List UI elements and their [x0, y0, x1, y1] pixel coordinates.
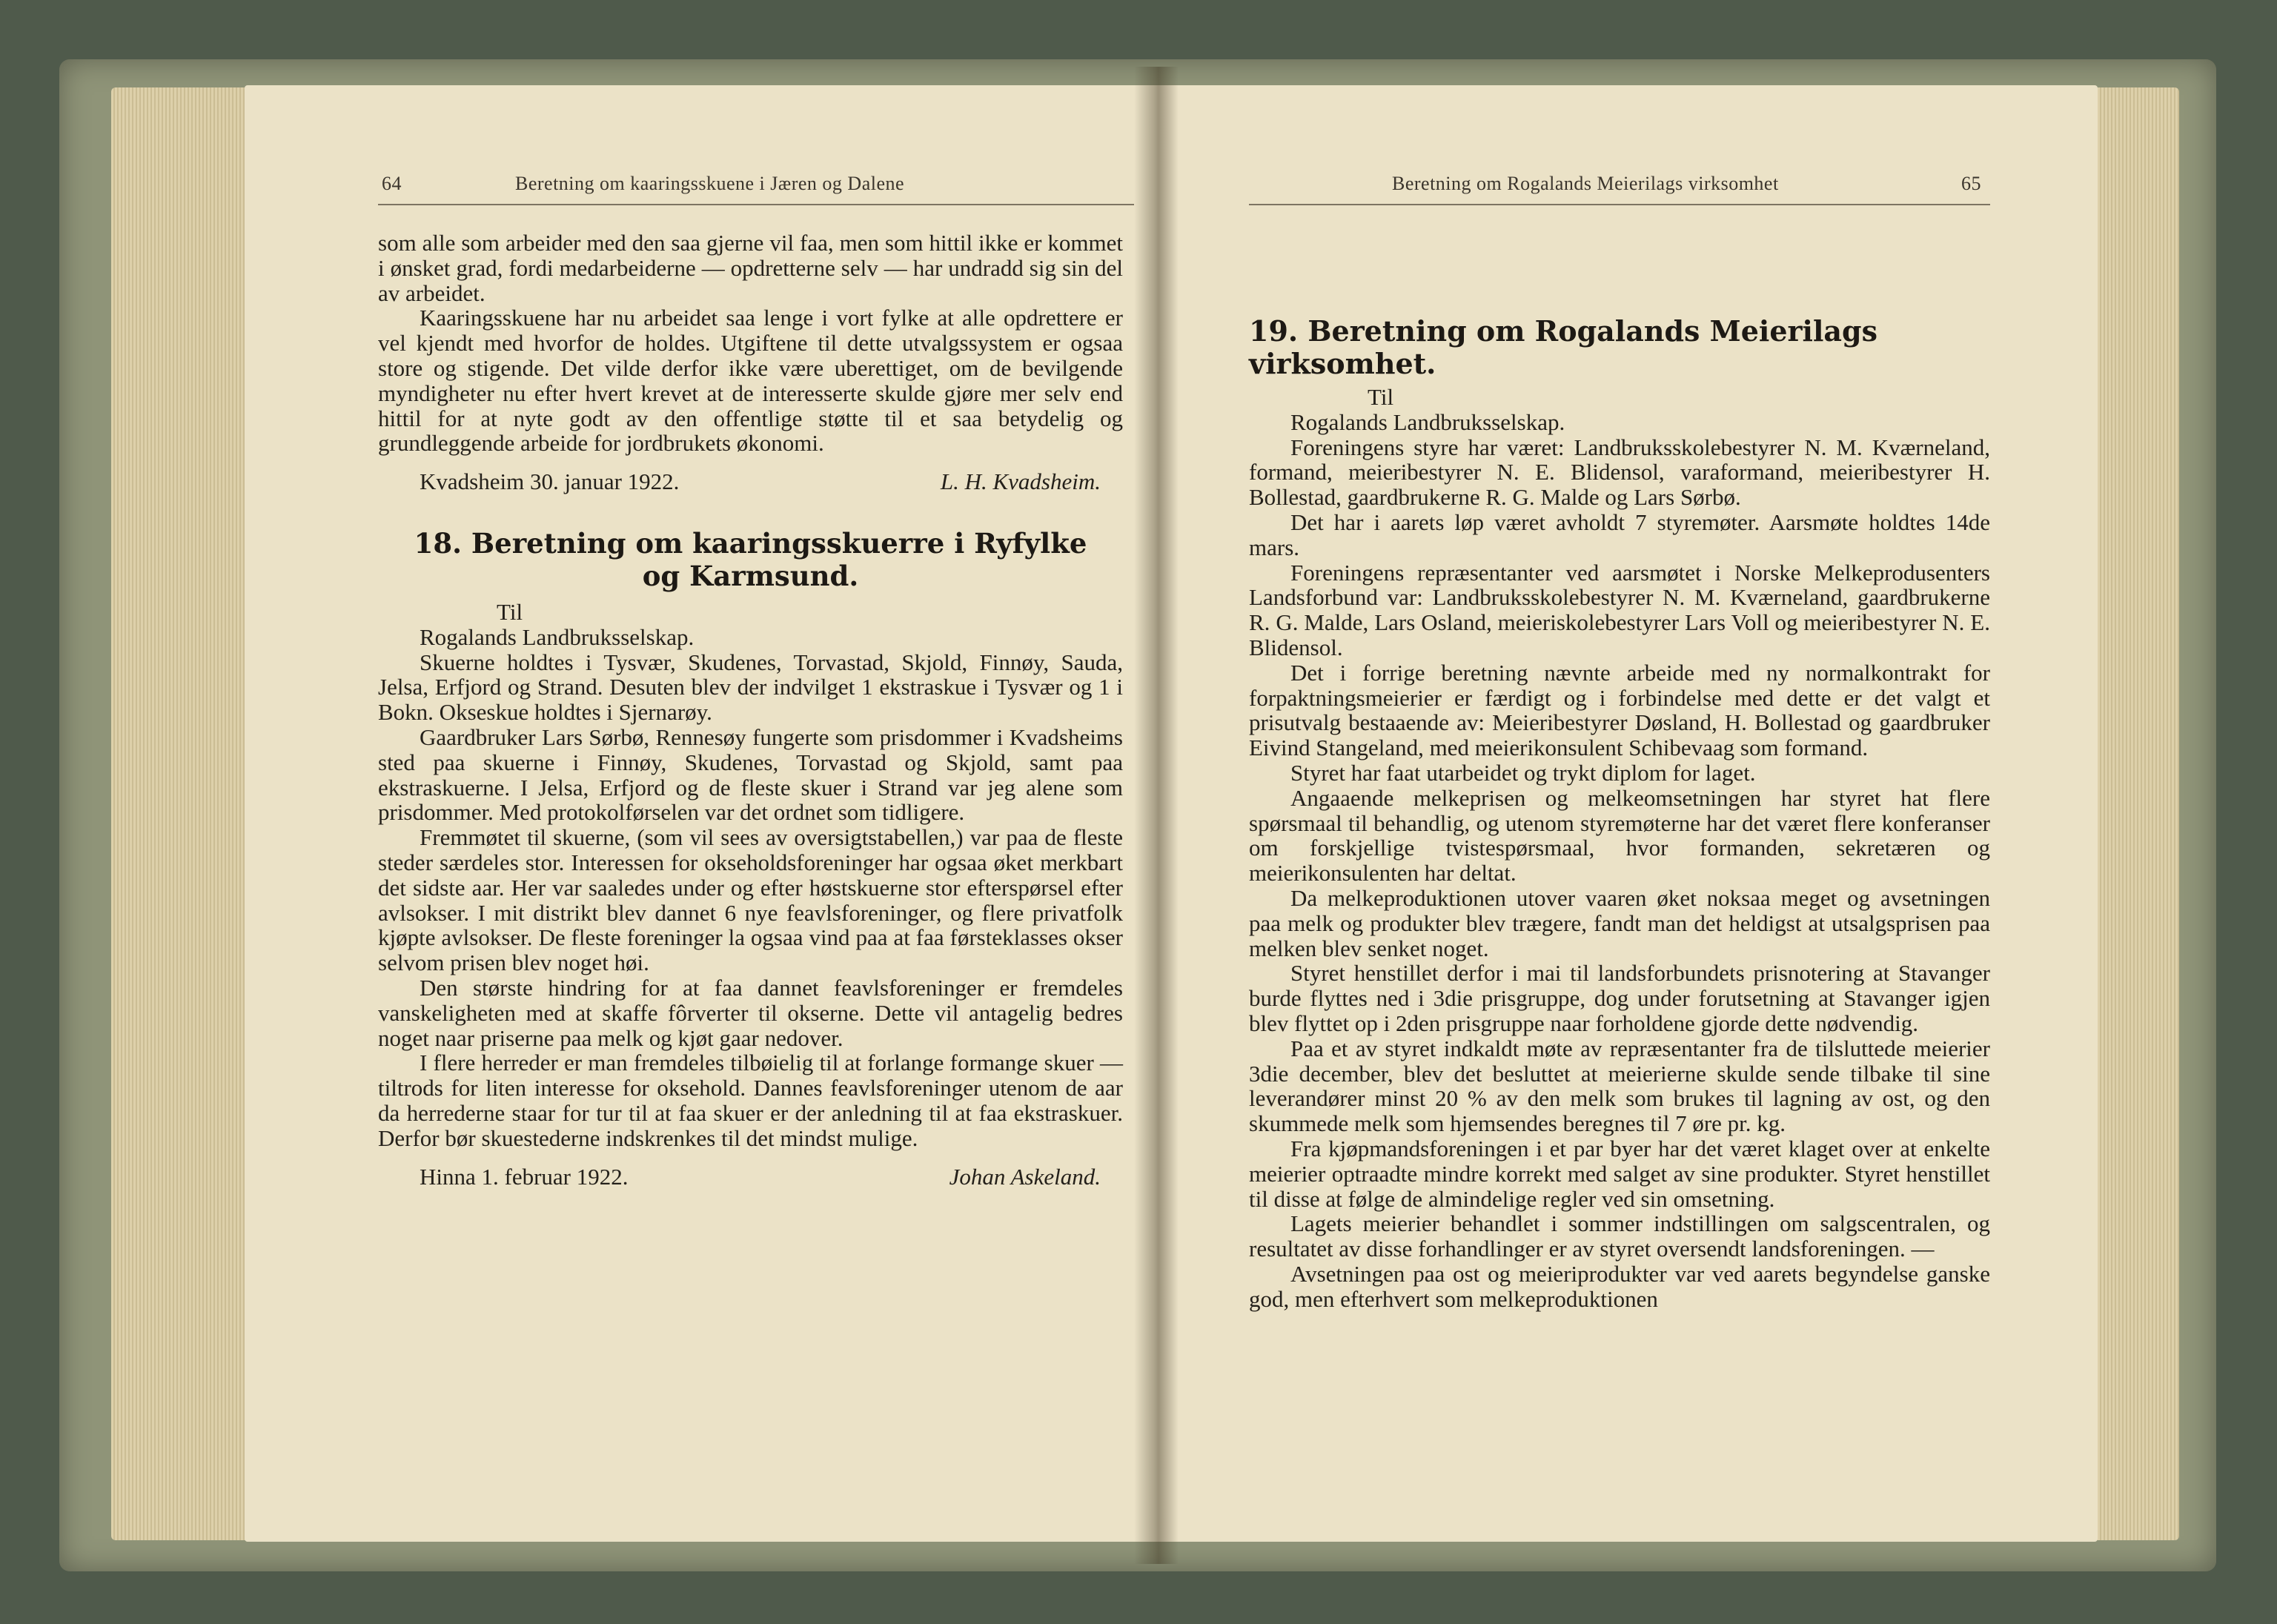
right-page-number: 65 [1961, 173, 1981, 194]
paragraph: Gaardbruker Lars Sørbø, Rennesøy fungerte som prisdommer i Kvadsheims sted paa skuerne i Finnøy, Skudenes, Torvastad og Skjold, samt paa ekstraskuerne. I Jelsa, Erfjord og de fleste skuer i Strand var jeg alene som prisdommer. Med protokolførselen var det ordnet som tidligere. [378, 723, 1123, 826]
right-page-body [1249, 315, 1990, 1311]
left-page-number: 64 [382, 173, 402, 194]
continuation-paragraph: som alle som arbeider med den saa gjerne vil faa, men som hittil ikke er kommet i ønsket grad, fordi medarbeiderne — opdretterne selv — har undradd sig sin del av arbeidet. [378, 230, 1123, 306]
book-gutter [1134, 67, 1179, 1564]
section-title-18 [378, 527, 1123, 592]
paragraph: Lagets meierier behandlet i sommer indstillingen om salgscentralen, og resultatet av disse forhandlinger er av styret oversendt landsforeningen. — [1249, 1210, 1990, 1262]
signature-author: Johan Askeland. [949, 1163, 1101, 1190]
paragraph: Det har i aarets løp været avholdt 7 styremøter. Aarsmøte holdtes 14de mars. [1249, 508, 1990, 560]
signature-author: L. H. Kvadsheim. [940, 468, 1101, 495]
paragraph: Det i forrige beretning nævnte arbeide med ny normalkontrakt for forpaktningsmeierier er færdigt og i forbindelse med dette er det valgt et prisutvalg bestaaende av: Meieribestyrer Døsland, H. Bollestad og gaardbruker Eivind Stangeland, med meierikonsulent Schibevaag som formand. [1249, 659, 1990, 761]
paragraph: Den største hindring for at faa dannet feavlsforeninger er fremdeles vanskeligheten med at skaffe fôrverter til okserne. Dette vil antagelig bedres noget naar priserne paa melk og kjøt gaar nedover. [378, 974, 1123, 1051]
paragraph: Foreningens styre har været: Landbruksskolebestyrer N. M. Kværneland, formand, meieribestyrer N. E. Blidensol, varaformand, meieribestyrer H. Bollestad, gaardbrukerne R. G. Malde og Lars Sørbø. [1249, 434, 1990, 511]
right-running-head: Beretning om Rogalands Meierilags virksomhet [1392, 173, 1779, 194]
section-title-19: 19. Beretning om Rogalands Meierilags virksomhet. [1249, 314, 1877, 380]
paragraph: Styret henstillet derfor i mai til landsforbundets prisnotering at Stavanger burde flyttes ned i 3die prisgruppe, dog under forutsetning at Stavanger igjen blev flyttet op i 2den prisgruppe naar forholdene gjorde dette nødvendig. [1249, 960, 1990, 1036]
section-title-line-1: 18. Beretning om kaaringsskuerre i Ryfylke [414, 526, 1087, 560]
paragraph: Fremmøtet til skuerne, (som vil sees av oversigtstabellen,) var paa de fleste steder særdeles stor. Interessen for okseholdsforeninger har ogsaa øket merkbart det sidste aar. Her var saaledes under og efter høstskuerne stor efterspørsel efter avlsokser. I mit distrikt blev dannet 6 nye feavlsforeninger, og flere privatfolk kjøpte avlsokser. De fleste foreninger la ogsaa vind paa at faa førsteklasses okser selvom prisen blev noget høi. [378, 824, 1123, 976]
paragraph: Kaaringsskuene har nu arbeidet saa lenge i vort fylke at alle opdrettere er vel kjendt med hvorfor de holdes. Utgiftene til dette utvalgssystem er ogsaa store og stigende. Det vilde derfor ikke være uberettiget, om de bevilgende myndigheter nu efter hvert krevet at de interesserte skulde gjøre mer selv end hittil for at nyte godt av den offentlige støtte til et saa betydelig og grundleggende arbeide for jordbrukets økonomi. [378, 305, 1123, 457]
section-title-line-2: og Karmsund. [642, 559, 859, 592]
paragraph: Angaaende melkeprisen og melkeomsetningen har styret hat flere spørsmaal til behandlig, og utenom styremøterne har det været flere konferanser om forskjellige tvistespørsmaal, hvor formanden, sekretæren og meierikonsulenten har deltat. [1249, 784, 1990, 886]
paragraph: Fra kjøpmandsforeningen i et par byer har det været klaget over at enkelte meierier optraadte mindre korrekt med salget av sine produkter. Styret henstillet til disse at følge de almindelige regler ved sin omsetning. [1249, 1135, 1990, 1212]
paragraph: Skuerne holdtes i Tysvær, Skudenes, Torvastad, Skjold, Finnøy, Sauda, Jelsa, Erfjord og Strand. Desuten blev der indvilget 1 ekstraskue i Tysvær og 1 i Bokn. Okseskue holdtes i Sjernarøy. [378, 649, 1123, 726]
left-header-rule [378, 204, 1134, 205]
paragraph: I flere herreder er man fremdeles tilbøielig til at forlange formange skuer — tiltrods for liten interesse for oksehold. Dannes feavlsforeninger utenom de aar da herrederne staar for tur til at faa skuer er der anledning til at faa ekstraskuer. Derfor bør skuestederne indskrenkes til det mindst mulige. [378, 1050, 1123, 1151]
salutation-recipient: Rogalands Landbruksselskap. [1290, 408, 1565, 435]
paragraph: Foreningens repræsentanter ved aarsmøtet i Norske Melkeprodusenters Landsforbund var: Landbruksskolebestyrer N. M. Kværneland, gaardbrukerne R. G. Malde, Lars Osland, meieriskolebestyrer Lars Voll og meieribestyrer N. E. Blidensol. [1249, 559, 1990, 660]
signature-place-date: Hinna 1. februar 1922. [420, 1163, 629, 1190]
right-header-rule [1249, 204, 1990, 205]
signature-line [378, 469, 1123, 494]
left-page-body [378, 231, 1123, 1189]
paragraph: Avsetningen paa ost og meieriprodukter var ved aarets begyndelse ganske god, men efterhvert som melkeproduktionen [1249, 1260, 1990, 1312]
left-running-head: Beretning om kaaringsskuene i Jæren og Dalene [515, 173, 905, 194]
salutation-to: Til [1368, 384, 1394, 410]
right-page [1156, 85, 2098, 1542]
paragraph: Da melkeproduktionen utover vaaren øket noksaa meget og avsetningen paa melk og produkter blev trægere, fandt man det heldigst at utsalgsprisen paa melken blev senket noget. [1249, 884, 1990, 961]
salutation-recipient: Rogalands Landbruksselskap. [420, 623, 695, 650]
paragraph: Styret har faat utarbeidet og trykt diplom for laget. [1290, 759, 1756, 786]
page-edges-left [111, 87, 259, 1540]
salutation-to: Til [497, 598, 523, 625]
paragraph: Paa et av styret indkaldt møte av repræsentanter fra de tilsluttede meierier 3die december, blev det besluttet at meierierne skulde sende tilbake til sine leverandører minst 20 % av den melk som brukes til lagning av ost, og den skummede melk som hjemsendes beregnes til 7 øre pr. kg. [1249, 1035, 1990, 1137]
left-page [245, 85, 1156, 1542]
signature-place-date: Kvadsheim 30. januar 1922. [420, 468, 680, 495]
signature-line [378, 1164, 1123, 1190]
